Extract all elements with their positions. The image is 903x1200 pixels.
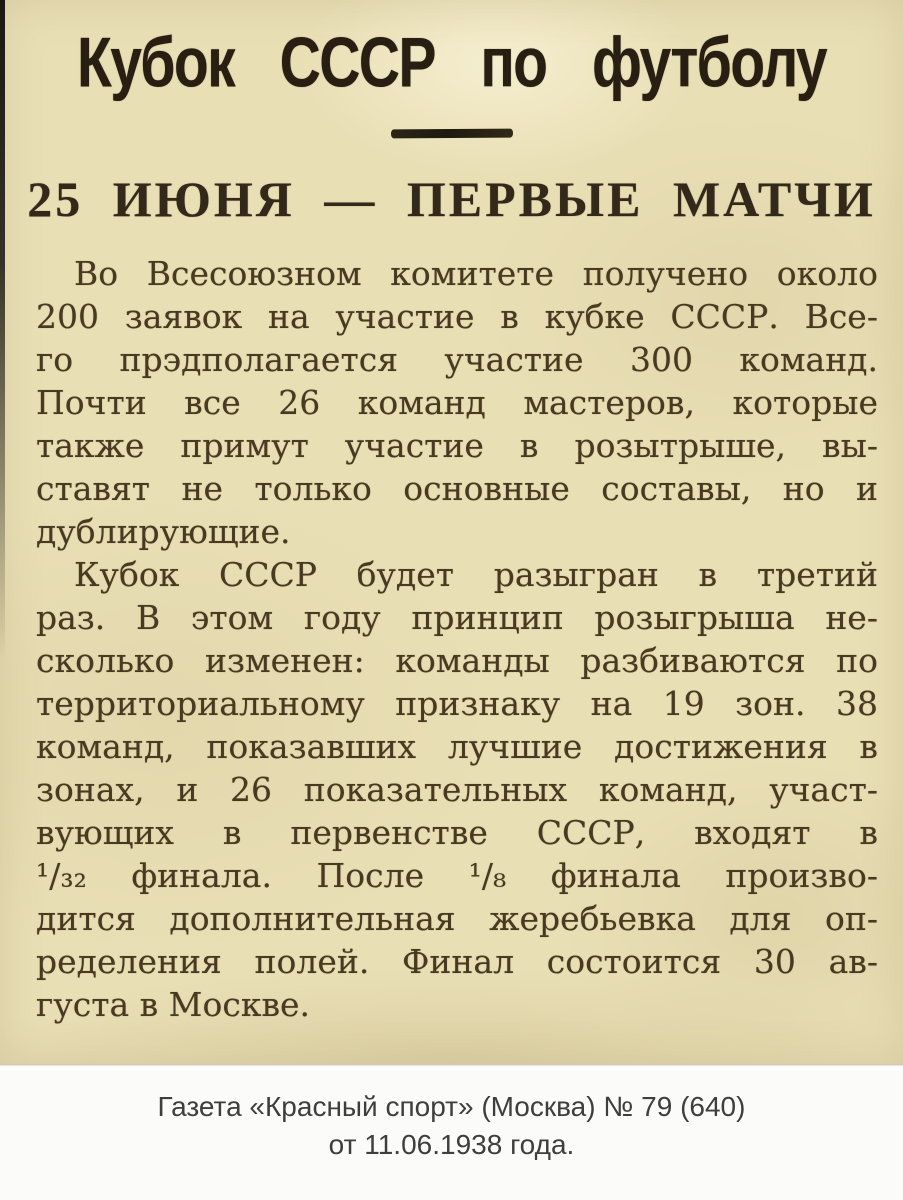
body-line: Во Всесоюзном комитете получено около (74, 254, 878, 293)
body-line: го прэдполагается участие 300 команд. (36, 340, 878, 379)
body-line: ставят не только основные составы, но и (36, 469, 878, 508)
body-line: ределения полей. Финал состоится 30 ав- (36, 942, 878, 981)
article-body (36, 252, 878, 1026)
body-line: 200 заявок на участие в кубке СССР. Все- (36, 297, 878, 336)
body-line: команд, показавших лучшие достижения в (36, 727, 878, 766)
article-subheadline: 25 ИЮНЯ — ПЕРВЫЕ МАТЧИ (27, 171, 876, 227)
caption (0, 1065, 903, 1200)
body-line: ¹/₃₂ финала. После ¹/₈ финала произво- (36, 856, 878, 895)
body-line: дится дополнительная жеребьевка для оп- (36, 899, 878, 938)
paragraph (36, 252, 878, 553)
body-line: территориальному признаку на 19 зон. 38 (36, 684, 878, 723)
body-line: раз. В этом году принцип розыгрыша не- (36, 598, 878, 637)
body-line: дублирующие. (36, 512, 291, 551)
body-line: Почти все 26 команд мастеров, которые (36, 383, 878, 422)
body-line: также примут участие в розытрыше, вы- (36, 426, 878, 465)
article-headline: Кубок СССР по футболу (77, 23, 826, 103)
body-line: густа в Москве. (36, 985, 311, 1024)
body-line: сколько изменен: команды разбиваются по (36, 641, 878, 680)
caption-line-2: от 11.06.1938 года. (328, 1129, 575, 1160)
caption-line-1: Газета «Красный спорт» (Москва) № 79 (640) (157, 1091, 746, 1122)
body-line: зонах, и 26 показательных команд, участ- (36, 770, 878, 809)
paragraph (36, 553, 878, 1026)
headline-divider-rule (391, 129, 513, 139)
scan-edge-shadow (0, 0, 5, 660)
body-line: Кубок СССР будет разыгран в третий (74, 555, 878, 594)
body-line: вующих в первенстве СССР, входят в (36, 813, 878, 852)
